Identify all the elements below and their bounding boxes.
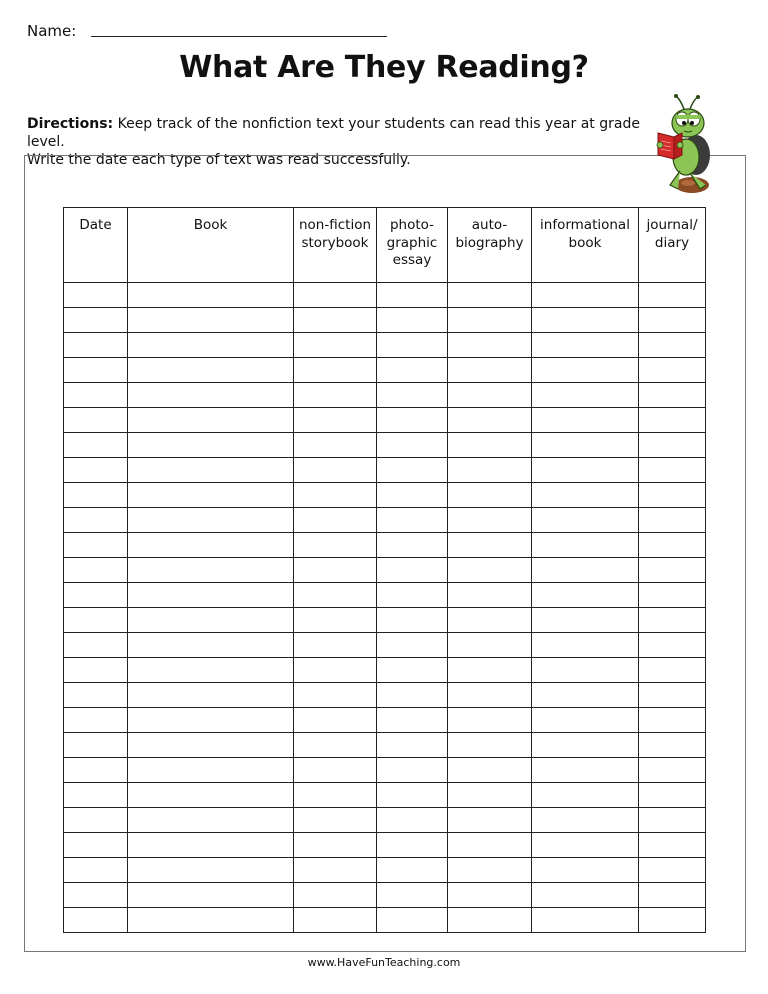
table-cell[interactable] [294,733,377,758]
table-cell[interactable] [639,383,706,408]
table-cell[interactable] [532,808,639,833]
table-cell[interactable] [532,658,639,683]
table-cell[interactable] [64,658,128,683]
table-cell[interactable] [128,783,294,808]
table-cell[interactable] [294,458,377,483]
table-cell[interactable] [128,708,294,733]
table-cell[interactable] [448,283,532,308]
name-line[interactable] [91,36,387,37]
table-cell[interactable] [639,658,706,683]
table-cell[interactable] [377,483,448,508]
directions-text-2: Write the date each type of text was read successfully. [27,152,411,168]
table-cell[interactable] [448,458,532,483]
table-row [64,883,706,908]
table-cell[interactable] [532,633,639,658]
table-cell[interactable] [64,583,128,608]
table-cell[interactable] [294,608,377,633]
table-cell[interactable] [639,308,706,333]
table-cell[interactable] [294,783,377,808]
table-cell[interactable] [128,808,294,833]
table-cell[interactable] [639,458,706,483]
table-cell[interactable] [448,608,532,633]
worksheet-title: What Are They Reading? [179,50,589,85]
table-cell[interactable] [294,633,377,658]
directions-label: Directions: [27,116,114,132]
table-cell[interactable] [128,383,294,408]
table-cell[interactable] [377,558,448,583]
table-cell[interactable] [294,433,377,458]
table-cell[interactable] [377,758,448,783]
table-cell[interactable] [532,883,639,908]
table-cell[interactable] [448,508,532,533]
table-cell[interactable] [532,608,639,633]
table-cell[interactable] [128,883,294,908]
table-cell[interactable] [64,808,128,833]
table-cell[interactable] [377,408,448,433]
table-row [64,308,706,333]
table-cell[interactable] [377,608,448,633]
table-cell[interactable] [128,283,294,308]
table-cell[interactable] [64,908,128,933]
table-cell[interactable] [532,683,639,708]
table-cell[interactable] [64,783,128,808]
column-header-journal-diary: journal/ diary [639,208,706,283]
table-cell[interactable] [377,658,448,683]
table-cell[interactable] [294,708,377,733]
footer-url: www.HaveFunTeaching.com [307,956,461,969]
column-header-photographic-essay: photo- graphic essay [377,208,448,283]
table-cell[interactable] [294,333,377,358]
table-cell[interactable] [294,383,377,408]
table-cell[interactable] [64,858,128,883]
table-cell[interactable] [639,358,706,383]
table-cell[interactable] [532,858,639,883]
table-row [64,658,706,683]
table-cell[interactable] [294,358,377,383]
table-row [64,508,706,533]
table-cell[interactable] [377,283,448,308]
reading-log-table [63,207,706,933]
table-cell[interactable] [532,833,639,858]
table-cell[interactable] [448,533,532,558]
table-cell[interactable] [639,858,706,883]
table-cell[interactable] [377,333,448,358]
column-header-autobiography: auto- biography [448,208,532,283]
column-header-informational-book: informational book [532,208,639,283]
table-body [64,283,706,933]
table-cell[interactable] [639,483,706,508]
table-cell[interactable] [639,908,706,933]
table-cell[interactable] [532,358,639,383]
table-cell[interactable] [639,508,706,533]
table-cell[interactable] [532,433,639,458]
table-cell[interactable] [377,858,448,883]
table-row [64,333,706,358]
table-cell[interactable] [532,758,639,783]
table-cell[interactable] [64,758,128,783]
table-cell[interactable] [64,308,128,333]
table-cell[interactable] [64,508,128,533]
table-cell[interactable] [532,458,639,483]
table-cell[interactable] [64,483,128,508]
table-cell[interactable] [294,533,377,558]
table-cell[interactable] [639,708,706,733]
table-cell[interactable] [639,283,706,308]
table-cell[interactable] [294,808,377,833]
table-cell[interactable] [448,733,532,758]
table-cell[interactable] [64,408,128,433]
table-cell[interactable] [532,508,639,533]
table-cell[interactable] [377,833,448,858]
table-cell[interactable] [639,608,706,633]
table-cell[interactable] [294,308,377,333]
table-row [64,283,706,308]
table-cell[interactable] [377,808,448,833]
table-row [64,733,706,758]
table-cell[interactable] [448,683,532,708]
table-cell[interactable] [448,358,532,383]
table-cell[interactable] [532,733,639,758]
table-row [64,433,706,458]
table-cell[interactable] [532,283,639,308]
table-cell[interactable] [377,883,448,908]
table-cell[interactable] [294,658,377,683]
table-cell[interactable] [532,583,639,608]
table-cell[interactable] [377,533,448,558]
table-cell[interactable] [448,633,532,658]
name-field[interactable] [27,22,387,40]
table-cell[interactable] [377,583,448,608]
table-row [64,358,706,383]
table-cell[interactable] [128,558,294,583]
table-cell[interactable] [639,883,706,908]
table-cell[interactable] [64,683,128,708]
table-cell[interactable] [448,433,532,458]
table-cell[interactable] [639,783,706,808]
table-cell[interactable] [128,833,294,858]
table-cell[interactable] [448,783,532,808]
table-cell[interactable] [377,783,448,808]
table-row [64,758,706,783]
table-cell[interactable] [448,583,532,608]
table-cell[interactable] [294,758,377,783]
table-cell[interactable] [294,558,377,583]
table-cell[interactable] [294,483,377,508]
table-cell[interactable] [448,483,532,508]
table-header-row [64,208,706,283]
table-cell[interactable] [294,583,377,608]
table-row [64,383,706,408]
table-cell[interactable] [64,358,128,383]
table-cell[interactable] [64,608,128,633]
table-cell[interactable] [128,658,294,683]
table-cell[interactable] [448,758,532,783]
table-row [64,833,706,858]
table-cell[interactable] [128,408,294,433]
table-row [64,908,706,933]
table-cell[interactable] [128,683,294,708]
table-cell[interactable] [639,633,706,658]
table-cell[interactable] [128,583,294,608]
table-cell[interactable] [532,558,639,583]
table-row [64,858,706,883]
table-row [64,583,706,608]
table-cell[interactable] [128,633,294,658]
table-cell[interactable] [639,733,706,758]
table-cell[interactable] [639,533,706,558]
table-cell[interactable] [128,333,294,358]
name-label: Name: [27,22,77,40]
table-cell[interactable] [128,433,294,458]
table-cell[interactable] [639,583,706,608]
table-cell[interactable] [128,483,294,508]
table-cell[interactable] [128,308,294,333]
table-row [64,408,706,433]
table-cell[interactable] [294,508,377,533]
table-cell[interactable] [448,708,532,733]
table-cell[interactable] [128,458,294,483]
table-cell[interactable] [532,383,639,408]
table-cell[interactable] [64,383,128,408]
table-cell[interactable] [128,508,294,533]
table-cell[interactable] [448,558,532,583]
reading-bug-icon [640,93,722,197]
table-row [64,533,706,558]
table-cell[interactable] [64,283,128,308]
table-row [64,783,706,808]
table-cell[interactable] [128,608,294,633]
table-cell[interactable] [64,833,128,858]
table-cell[interactable] [377,358,448,383]
table-cell[interactable] [294,683,377,708]
table-cell[interactable] [128,733,294,758]
table-cell[interactable] [448,833,532,858]
table-cell[interactable] [64,533,128,558]
table-row [64,683,706,708]
table-row [64,458,706,483]
table-cell[interactable] [639,833,706,858]
table-cell[interactable] [639,558,706,583]
table-cell[interactable] [639,433,706,458]
table-row [64,633,706,658]
table-cell[interactable] [448,858,532,883]
table-cell[interactable] [639,408,706,433]
table-cell[interactable] [128,858,294,883]
directions-text: Keep track of the nonfiction text your students can read this year at grade level. [27,116,640,150]
table-cell[interactable] [639,333,706,358]
table-cell[interactable] [294,883,377,908]
table-cell[interactable] [64,633,128,658]
table-row [64,608,706,633]
table-cell[interactable] [532,483,639,508]
table-cell[interactable] [128,908,294,933]
table-cell[interactable] [64,733,128,758]
table-cell[interactable] [639,808,706,833]
table-cell[interactable] [128,533,294,558]
table-cell[interactable] [377,308,448,333]
table-cell[interactable] [377,708,448,733]
table-cell[interactable] [294,408,377,433]
table-cell[interactable] [377,458,448,483]
table-cell[interactable] [128,358,294,383]
table-cell[interactable] [377,683,448,708]
table-cell[interactable] [532,708,639,733]
table-cell[interactable] [448,383,532,408]
table-cell[interactable] [377,633,448,658]
table-cell[interactable] [294,858,377,883]
table-row [64,483,706,508]
column-header-date: Date [64,208,128,283]
table-cell[interactable] [448,308,532,333]
table-cell[interactable] [294,833,377,858]
table-cell[interactable] [448,333,532,358]
table-cell[interactable] [532,533,639,558]
table-cell[interactable] [448,808,532,833]
table-row [64,708,706,733]
table-cell[interactable] [639,683,706,708]
table-cell[interactable] [639,758,706,783]
table-cell[interactable] [448,658,532,683]
table-cell[interactable] [532,783,639,808]
table-cell[interactable] [64,433,128,458]
table-cell[interactable] [532,908,639,933]
column-header-book: Book [128,208,294,283]
table-cell[interactable] [128,758,294,783]
table-cell[interactable] [377,433,448,458]
table-cell[interactable] [532,408,639,433]
table-cell[interactable] [448,408,532,433]
table-cell[interactable] [532,308,639,333]
table-cell[interactable] [64,708,128,733]
table-cell[interactable] [64,458,128,483]
table-cell[interactable] [377,508,448,533]
table-cell[interactable] [64,883,128,908]
table-cell[interactable] [64,333,128,358]
table-cell[interactable] [448,883,532,908]
table-row [64,808,706,833]
table-row [64,558,706,583]
table-cell[interactable] [294,283,377,308]
table-cell[interactable] [64,558,128,583]
table-cell[interactable] [377,383,448,408]
table-cell[interactable] [377,733,448,758]
table-cell[interactable] [377,908,448,933]
table-cell[interactable] [532,333,639,358]
table-cell[interactable] [448,908,532,933]
table-cell[interactable] [294,908,377,933]
column-header-non-fiction-storybook: non-fiction storybook [294,208,377,283]
